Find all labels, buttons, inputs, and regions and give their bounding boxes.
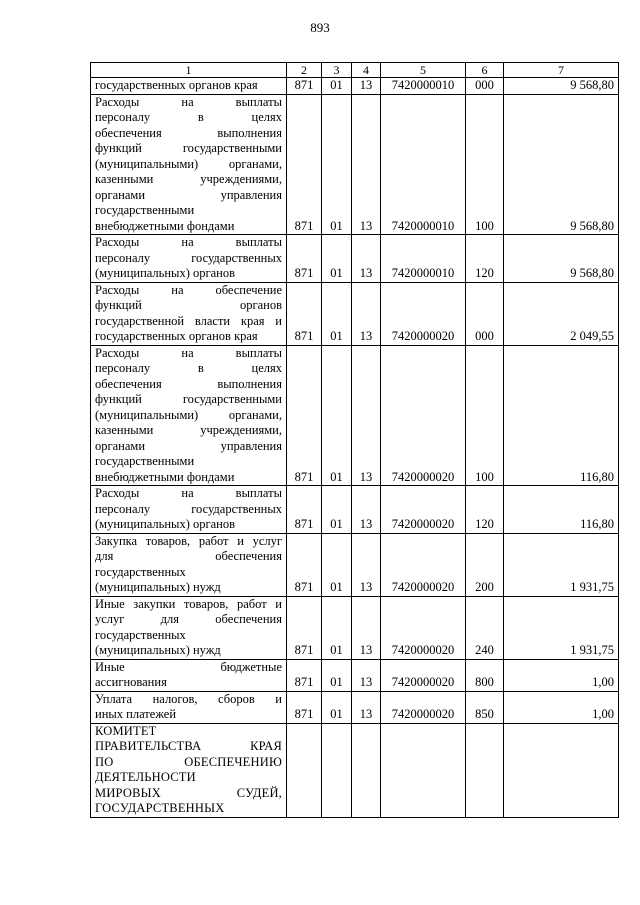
dept-code (287, 723, 322, 817)
expense-type-code: 000 (466, 282, 504, 345)
subsection-code (352, 723, 381, 817)
dept-code: 871 (287, 235, 322, 283)
subsection-code: 13 (352, 486, 381, 534)
row-description-line: Расходы на выплаты (95, 486, 282, 500)
expense-type-code: 120 (466, 235, 504, 283)
column-header-amount: 7 (504, 63, 619, 78)
row-description-line: (муниципальных) органов (95, 517, 236, 531)
row-description-line: функций государственными (95, 141, 282, 155)
row-description (91, 691, 287, 723)
row-description-line: функций органов (95, 298, 282, 312)
amount: 9 568,80 (504, 94, 619, 235)
dept-code: 871 (287, 345, 322, 486)
row-description-line: государственных (95, 564, 186, 579)
row-description-line: органами управления (95, 438, 282, 453)
expense-type-code (466, 723, 504, 817)
expense-type-code: 100 (466, 345, 504, 486)
section-code: 01 (322, 282, 352, 345)
expense-type-code: 240 (466, 596, 504, 659)
row-description-line: казенными учреждениями, (95, 172, 282, 186)
row-description-line: для обеспечения (95, 549, 282, 563)
row-description-line: органами управления (95, 187, 282, 202)
row-description-line: (муниципальных) органов (95, 266, 236, 280)
amount: 116,80 (504, 486, 619, 534)
row-description (91, 78, 287, 95)
row-description-line: государственными (95, 454, 195, 468)
section-code (322, 723, 352, 817)
target-article-code: 7420000020 (381, 596, 466, 659)
row-description (91, 533, 287, 596)
row-description (91, 596, 287, 659)
row-description-line: государственными (95, 203, 195, 217)
section-code: 01 (322, 94, 352, 235)
row-description-line: (муниципальных) нужд (95, 643, 221, 657)
subsection-code: 13 (352, 345, 381, 486)
column-header-dept: 2 (287, 63, 322, 78)
row-description-line: государственных органов края (95, 329, 258, 343)
table-row (91, 659, 619, 691)
table-row (91, 596, 619, 659)
table-row (91, 235, 619, 283)
target-article-code: 7420000010 (381, 94, 466, 235)
row-description (91, 723, 287, 817)
row-description-line: ПРАВИТЕЛЬСТВА КРАЯ (95, 739, 282, 753)
section-code: 01 (322, 78, 352, 95)
subsection-code: 13 (352, 282, 381, 345)
row-description-line: персоналу государственных (95, 501, 282, 516)
row-description (91, 235, 287, 283)
row-description-line: государственных (95, 627, 186, 642)
column-header-expense-type: 6 (466, 63, 504, 78)
row-description-line: иных платежей (95, 707, 177, 721)
section-code: 01 (322, 486, 352, 534)
subsection-code: 13 (352, 691, 381, 723)
row-description-line: Иные закупки товаров, работ и (95, 596, 282, 611)
dept-code: 871 (287, 486, 322, 534)
amount: 1,00 (504, 691, 619, 723)
subsection-code: 13 (352, 659, 381, 691)
target-article-code: 7420000020 (381, 282, 466, 345)
row-description-line: ГОСУДАРСТВЕННЫХ (95, 801, 225, 815)
target-article-code: 7420000010 (381, 235, 466, 283)
row-description-line: Расходы на выплаты (95, 345, 282, 360)
column-header-target-code: 5 (381, 63, 466, 78)
row-description-line: ДЕЯТЕЛЬНОСТИ (95, 770, 196, 784)
column-header-section: 3 (322, 63, 352, 78)
expense-type-code: 200 (466, 533, 504, 596)
dept-code: 871 (287, 596, 322, 659)
expense-type-code: 800 (466, 659, 504, 691)
row-description (91, 659, 287, 691)
row-description-line: Расходы на выплаты (95, 94, 282, 109)
target-article-code: 7420000020 (381, 345, 466, 486)
table-row (91, 723, 619, 817)
subsection-code: 13 (352, 94, 381, 235)
section-code: 01 (322, 345, 352, 486)
subsection-code: 13 (352, 596, 381, 659)
row-description (91, 345, 287, 486)
row-description-line: ПО ОБЕСПЕЧЕНИЮ (95, 754, 282, 769)
amount: 9 568,80 (504, 78, 619, 95)
dept-code: 871 (287, 78, 322, 95)
target-article-code: 7420000020 (381, 486, 466, 534)
row-description-line: государственной власти края и (95, 313, 282, 328)
target-article-code: 7420000020 (381, 691, 466, 723)
row-description-line: (муниципальными) органами, (95, 156, 282, 171)
amount (504, 723, 619, 817)
row-description-line: ассигнования (95, 675, 167, 689)
section-code: 01 (322, 659, 352, 691)
row-description-line: внебюджетными фондами (95, 469, 235, 484)
target-article-code: 7420000010 (381, 78, 466, 95)
amount: 1 931,75 (504, 533, 619, 596)
table-row (91, 78, 619, 95)
header-row (91, 63, 619, 78)
subsection-code: 13 (352, 235, 381, 283)
row-description-line: Уплата налогов, сборов и (95, 691, 282, 706)
dept-code: 871 (287, 533, 322, 596)
amount: 9 568,80 (504, 235, 619, 283)
table-row (91, 486, 619, 534)
row-description-line: КОМИТЕТ (95, 723, 157, 738)
target-article-code: 7420000020 (381, 659, 466, 691)
row-description-line: (муниципальных) нужд (95, 580, 221, 594)
row-description-line: обеспечения выполнения (95, 125, 282, 140)
row-description-line: услуг для обеспечения (95, 612, 282, 626)
expense-type-code: 850 (466, 691, 504, 723)
row-description-line: Закупка товаров, работ и услуг (95, 533, 282, 548)
row-description-line: Расходы на выплаты (95, 235, 282, 249)
dept-code: 871 (287, 691, 322, 723)
page-number: 893 (310, 20, 330, 35)
table-row (91, 691, 619, 723)
budget-table (90, 62, 619, 818)
row-description-line: обеспечения выполнения (95, 376, 282, 391)
row-description-line: Расходы на обеспечение (95, 282, 282, 297)
amount: 2 049,55 (504, 282, 619, 345)
row-description (91, 282, 287, 345)
amount: 1,00 (504, 659, 619, 691)
dept-code: 871 (287, 94, 322, 235)
dept-code: 871 (287, 282, 322, 345)
row-description-line: Иные бюджетные (95, 659, 282, 674)
subsection-code: 13 (352, 533, 381, 596)
target-article-code: 7420000020 (381, 533, 466, 596)
section-code: 01 (322, 533, 352, 596)
table-row (91, 94, 619, 235)
row-description-line: казенными учреждениями, (95, 423, 282, 437)
table-row (91, 282, 619, 345)
subsection-code: 13 (352, 78, 381, 95)
row-description-line: функций государственными (95, 392, 282, 406)
row-description (91, 486, 287, 534)
table-row (91, 345, 619, 486)
row-description (91, 94, 287, 235)
row-description-line: МИРОВЫХ СУДЕЙ, (95, 785, 282, 800)
column-header-description: 1 (91, 63, 287, 78)
row-description-line: (муниципальными) органами, (95, 407, 282, 422)
target-article-code (381, 723, 466, 817)
row-description-line: персоналу в целях (95, 361, 282, 375)
column-header-subsection: 4 (352, 63, 381, 78)
table-row (91, 533, 619, 596)
section-code: 01 (322, 235, 352, 283)
row-description-line: внебюджетными фондами (95, 218, 235, 233)
expense-type-code: 100 (466, 94, 504, 235)
row-description-line: государственных органов края (95, 78, 258, 92)
section-code: 01 (322, 691, 352, 723)
expense-type-code: 000 (466, 78, 504, 95)
section-code: 01 (322, 596, 352, 659)
amount: 1 931,75 (504, 596, 619, 659)
row-description-line: персоналу государственных (95, 250, 282, 265)
row-description-line: персоналу в целях (95, 110, 282, 124)
dept-code: 871 (287, 659, 322, 691)
expense-type-code: 120 (466, 486, 504, 534)
amount: 116,80 (504, 345, 619, 486)
